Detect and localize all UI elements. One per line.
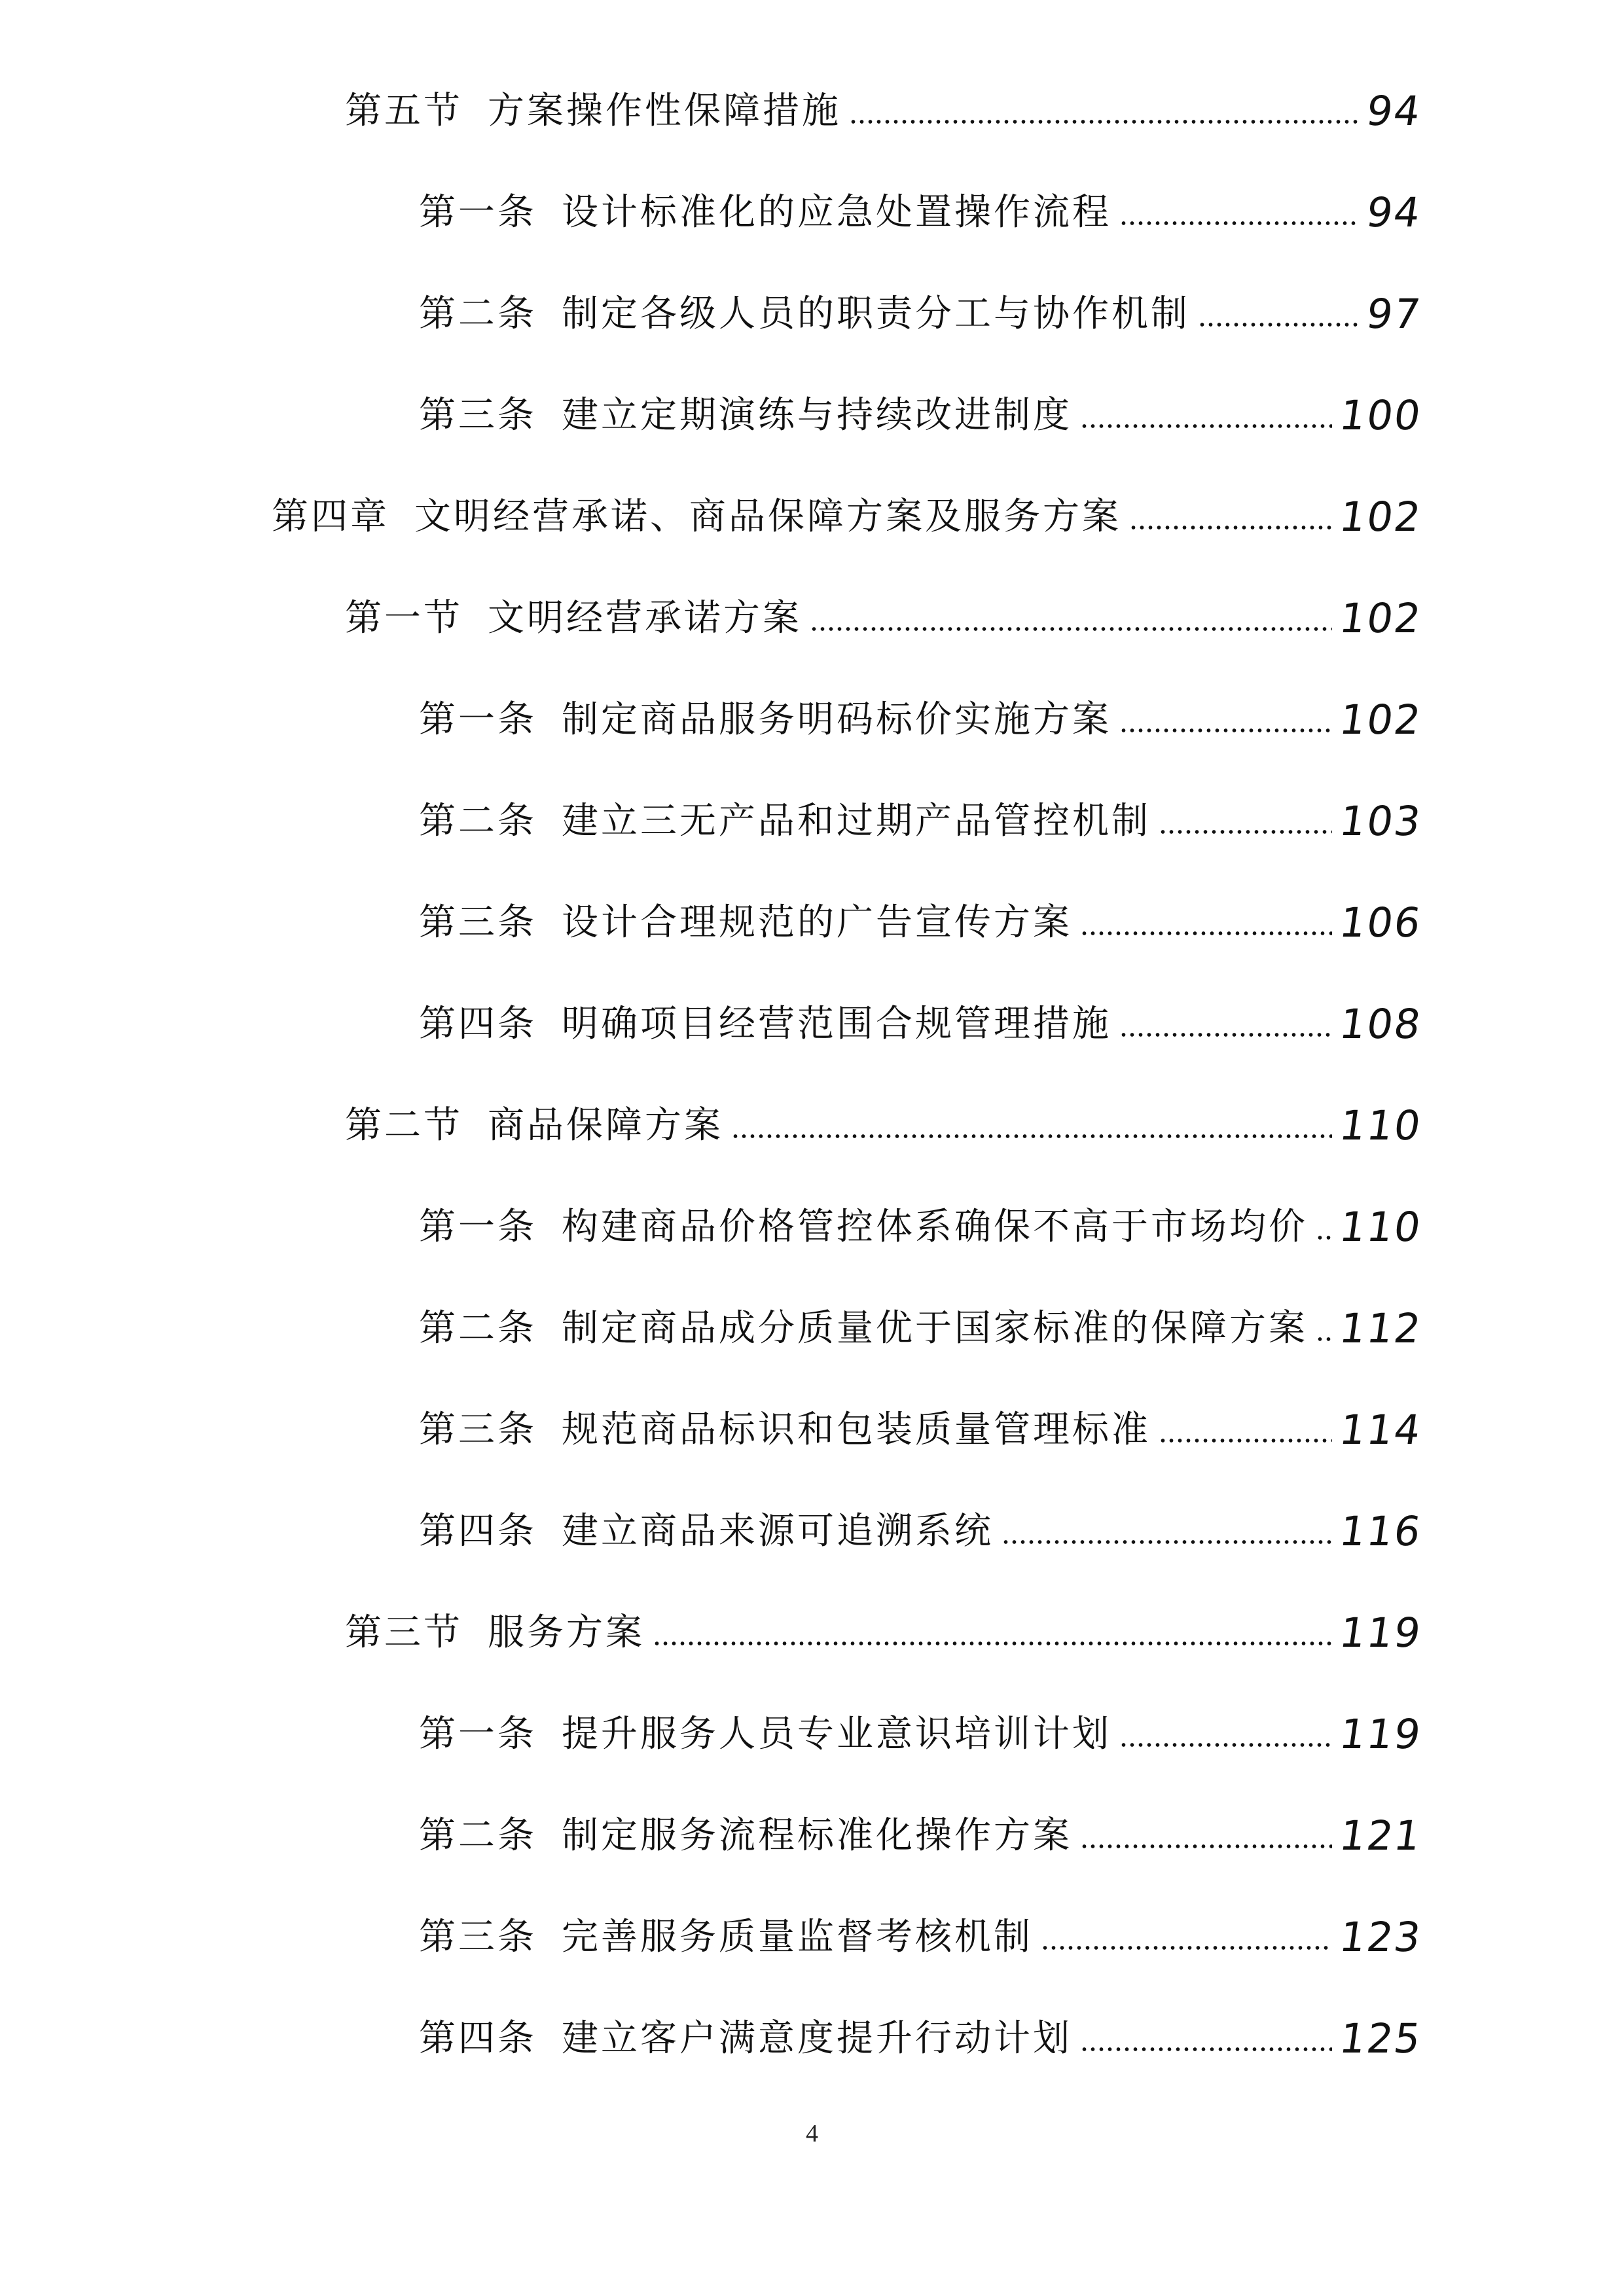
toc-entry-page: 112 — [1336, 1304, 1425, 1352]
toc-entry-number: 第三条 — [419, 1916, 537, 1958]
toc-entry-page: 123 — [1336, 1913, 1425, 1961]
toc-entry-article[interactable] — [419, 789, 1425, 854]
toc-dot-leader — [1129, 525, 1332, 530]
toc-entry-article[interactable] — [419, 1702, 1425, 1767]
toc-entry-title: 服务方案 — [488, 1611, 645, 1654]
toc-entry-title: 商品保障方案 — [488, 1104, 723, 1147]
toc-entry-title: 完善服务质量监督考核机制 — [562, 1916, 1033, 1958]
toc-entry-title: 提升服务人员专业意识培训计划 — [562, 1713, 1111, 1755]
toc-dot-leader — [1041, 1945, 1332, 1950]
toc-entry-title: 制定各级人员的职责分工与协作机制 — [562, 293, 1190, 335]
toc-entry-title: 构建商品价格管控体系确保不高于市场均价 — [562, 1206, 1308, 1248]
toc-entry-page: 125 — [1336, 2015, 1425, 2062]
toc-entry-article[interactable] — [419, 992, 1425, 1057]
toc-entry-page: 102 — [1336, 493, 1425, 541]
toc-dot-leader — [1119, 1032, 1332, 1037]
toc-entry-page: 121 — [1336, 1812, 1425, 1859]
toc-dot-leader — [1119, 1742, 1332, 1748]
toc-entry-number: 第三条 — [419, 394, 537, 437]
toc-entry-number: 第一条 — [419, 698, 537, 741]
page-number: 4 — [806, 2120, 818, 2147]
toc-entry-title: 规范商品标识和包装质量管理标准 — [562, 1408, 1151, 1451]
toc-entry-article[interactable] — [419, 383, 1425, 448]
toc-entry-page: 100 — [1336, 391, 1425, 439]
toc-entry-page: 110 — [1336, 1203, 1425, 1251]
toc-entry-page: 119 — [1336, 1609, 1425, 1657]
toc-dot-leader — [1119, 728, 1332, 733]
toc-dot-leader — [653, 1641, 1332, 1646]
toc-entry-page: 114 — [1336, 1406, 1425, 1454]
toc-dot-leader — [1119, 221, 1359, 226]
toc-entry-title: 设计标准化的应急处置操作流程 — [562, 191, 1111, 234]
toc-entry-article[interactable] — [419, 1499, 1425, 1564]
toc-entry-number: 第一节 — [345, 597, 463, 639]
toc-dot-leader — [1159, 829, 1332, 834]
toc-entry-article[interactable] — [419, 2006, 1425, 2072]
toc-entry-article[interactable] — [419, 890, 1425, 956]
toc-dot-leader — [1080, 2047, 1332, 2052]
toc-entry-number: 第二节 — [345, 1104, 463, 1147]
toc-entry-number: 第四条 — [419, 1510, 537, 1552]
toc-entry-title: 建立客户满意度提升行动计划 — [562, 2017, 1072, 2060]
toc-entry-article[interactable] — [419, 687, 1425, 753]
toc-dot-leader — [1316, 1336, 1332, 1342]
toc-entry-title: 建立定期演练与持续改进制度 — [562, 394, 1072, 437]
toc-entry-number: 第三节 — [345, 1611, 463, 1654]
toc-entry-page: 108 — [1336, 1000, 1425, 1048]
toc-entry-number: 第二条 — [419, 1307, 537, 1350]
toc-entry-number: 第二条 — [419, 800, 537, 842]
toc-entry-number: 第四章 — [272, 495, 389, 538]
toc-entry-page: 94 — [1363, 188, 1425, 236]
toc-entry-article[interactable] — [419, 1803, 1425, 1869]
toc-entry-page: 110 — [1336, 1102, 1425, 1149]
toc-entry-chapter[interactable] — [272, 484, 1425, 550]
toc-entry-section[interactable] — [345, 1093, 1425, 1158]
toc-entry-number: 第四条 — [419, 2017, 537, 2060]
toc-entry-page: 103 — [1336, 797, 1425, 845]
toc-dot-leader — [1080, 1844, 1332, 1849]
toc-entry-title: 文明经营承诺方案 — [488, 597, 802, 639]
toc-entry-section[interactable] — [345, 586, 1425, 651]
toc-entry-article[interactable] — [419, 1296, 1425, 1361]
toc-entry-article[interactable] — [419, 180, 1425, 245]
toc-entry-article[interactable] — [419, 281, 1425, 347]
toc-entry-number: 第一条 — [419, 191, 537, 234]
toc-entry-number: 第二条 — [419, 1814, 537, 1857]
toc-dot-leader — [1316, 1235, 1332, 1240]
toc-entry-title: 文明经营承诺、商品保障方案及服务方案 — [414, 495, 1121, 538]
toc-entry-page: 116 — [1336, 1507, 1425, 1555]
toc-entry-page: 97 — [1363, 290, 1425, 338]
toc-entry-number: 第一条 — [419, 1713, 537, 1755]
toc-dot-leader — [731, 1134, 1332, 1139]
toc-entry-number: 第三条 — [419, 1408, 537, 1451]
toc-entry-page: 102 — [1336, 594, 1425, 642]
toc-entry-title: 方案操作性保障措施 — [488, 90, 841, 132]
toc-dot-leader — [1080, 931, 1332, 936]
toc-dot-leader — [1080, 423, 1332, 429]
toc-dot-leader — [1001, 1539, 1332, 1545]
toc-dot-leader — [1198, 322, 1359, 327]
toc-entry-page: 94 — [1363, 87, 1425, 135]
toc-dot-leader — [810, 626, 1332, 632]
toc-entry-page: 102 — [1336, 696, 1425, 744]
toc-entry-number: 第三条 — [419, 901, 537, 944]
toc-entry-title: 设计合理规范的广告宣传方案 — [562, 901, 1072, 944]
toc-entry-title: 建立商品来源可追溯系统 — [562, 1510, 994, 1552]
toc-entry-section[interactable] — [345, 1600, 1425, 1666]
toc-entry-title: 制定商品服务明码标价实施方案 — [562, 698, 1111, 741]
toc-dot-leader — [849, 119, 1359, 124]
toc-entry-number: 第一条 — [419, 1206, 537, 1248]
toc-entry-page: 106 — [1336, 899, 1425, 946]
toc-entry-section[interactable] — [345, 79, 1425, 144]
toc-entry-number: 第五节 — [345, 90, 463, 132]
toc-entry-title: 明确项目经营范围合规管理措施 — [562, 1003, 1111, 1045]
toc-entry-title: 制定商品成分质量优于国家标准的保障方案 — [562, 1307, 1308, 1350]
toc-entry-article[interactable] — [419, 1397, 1425, 1463]
toc-entry-number: 第二条 — [419, 293, 537, 335]
toc-entry-article[interactable] — [419, 1194, 1425, 1260]
toc-entry-page: 119 — [1336, 1710, 1425, 1758]
toc-entry-title: 建立三无产品和过期产品管控机制 — [562, 800, 1151, 842]
toc-entry-article[interactable] — [419, 1905, 1425, 1970]
toc-entry-number: 第四条 — [419, 1003, 537, 1045]
toc-dot-leader — [1159, 1438, 1332, 1443]
toc-entry-title: 制定服务流程标准化操作方案 — [562, 1814, 1072, 1857]
